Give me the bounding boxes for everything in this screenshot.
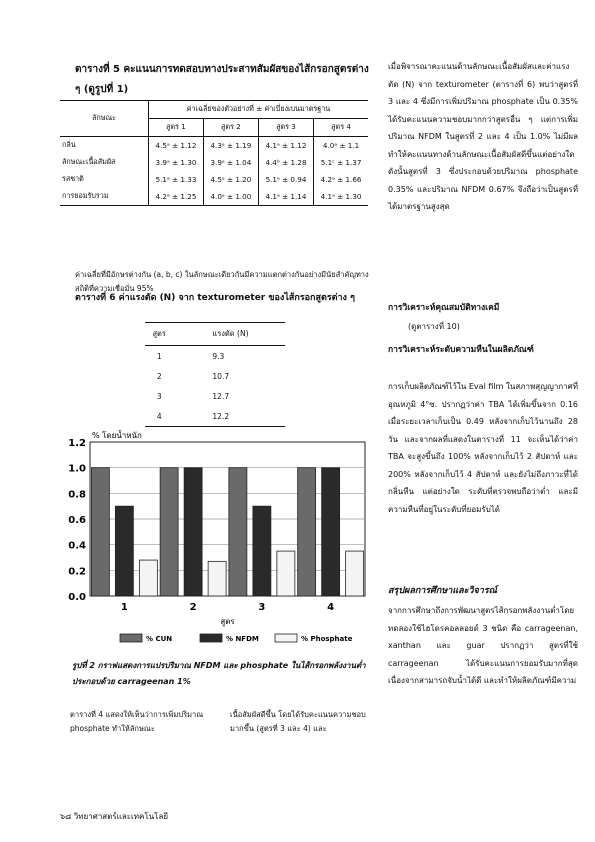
legend-swatch — [200, 634, 222, 642]
table5-row-attr: กลิ่น — [62, 140, 76, 149]
bar — [91, 468, 109, 596]
y-tick-label: 0.8 — [68, 489, 86, 501]
table5-cell: 4.1ᵃ ± 1.30 — [314, 188, 368, 206]
right-paragraph-1 — [388, 58, 578, 216]
section-subheading-chemical: (ดูตารางที่ 10) — [408, 322, 460, 331]
section-heading-chemical: การวิเคราะห์คุณสมบัติทางเคมี — [388, 303, 500, 313]
table5-cell: 4.4ᵇ ± 1.28 — [258, 154, 313, 171]
table-row — [145, 346, 285, 367]
y-tick-label: 0.2 — [68, 566, 86, 578]
y-tick-label: 1.2 — [68, 438, 86, 449]
table5-cell: 4.2ᵃ ± 1.66 — [314, 171, 368, 188]
bar — [253, 506, 271, 596]
right-paragraph-1-text: เมื่อพิจารณาคะแนนด้านลักษณะเนื้อสัมผัสและค่าแรงตัด (N) จาก texturometer (ตารางที่ 6) พบว่าสูตรที่ 3 และ 4 ซึ่งมีการเพิ่มปริมาณ phosphate เป็น 0.35% ได้รับคะแนนความชอบมากกว่าสูตรอื่น ๆ แต่การเพิ่มปริมาณ NFDM ในสูตรที่ 2 และ 4 เป็น 1.0% ไม่มีผลทำให้คะแนนทางด้านลักษณะเนื้อสัมผัสดีขึ้นแต่อย่างใด ดังนั้นสูตรที่ 3 ซึ่งประกอบด้วยปริมาณ phosphate 0.35% และปริมาณ NFDM 0.67% จึงถือว่าเป็นสูตรที่ได้มาตรฐานสูงสุด — [388, 62, 578, 211]
table-row — [60, 188, 368, 206]
bar — [346, 551, 364, 596]
table5 — [60, 100, 368, 206]
page-footer: ๖๘ วิทยาศาสตร์และเทคโนโลยี — [60, 812, 169, 821]
left-bottom-text-a: ตารางที่ 4 แสดงให้เห็นว่าการเพิ่มปริมาณ phosphate ทำให้ลักษณะ — [70, 710, 204, 733]
bar — [115, 506, 133, 596]
x-tick-label: 2 — [189, 602, 197, 613]
table5-header-attr: ลักษณะ — [60, 101, 149, 137]
table6-title: ตารางที่ 6 ค่าแรงตัด (N) จาก texturometer ของไส้กรอกสูตรต่าง ๆ — [75, 293, 355, 303]
bar — [229, 468, 247, 596]
right-paragraph-2-text: การเก็บผลิตภัณฑ์ไว้ใน Eval film ในสภาพสุญญากาศที่อุณหภูมิ 4°ซ. ปรากฏว่าค่า TBA ได้เพิ่มขึ้นจาก 0.16 เมื่อระยะเวลาเก็บเป็น 0.49 หลังจากเก็บไว้นานถึง 28 วัน และจากผลที่แสดงในตารางที่ 11 จะเห็นได้ว่าค่า TBA จะสูงขึ้นถึง 100% หลังจากเก็บไว้ 2 สัปดาห์ และ 200% หลังจากเก็บไว้ 4 สัปดาห์ และยังไม่ถึงภาวะที่ได้กลิ่นหืน แต่อย่างใด ระดับที่ตรวจพบถือว่าต่ำ และมีความหืนที่อยู่ในระดับที่ยอมรับได้ — [388, 382, 578, 514]
y-tick-label: 0.0 — [68, 592, 86, 603]
y-axis-label: % โดยน้ำหนัก — [92, 431, 142, 440]
table6-cell: 3 — [156, 391, 162, 401]
table-row — [60, 137, 368, 155]
right-paragraph-2 — [388, 378, 578, 518]
table5-cell: 3.9ᵃ ± 1.30 — [149, 154, 204, 171]
table5-cell: 4.1ᵃ ± 1.12 — [258, 137, 313, 155]
right-paragraph-3-text: จากการศึกษาถึงการพัฒนาสูตรไส้กรอกพลังงานต่ำโดยทดลองใช้ไฮโดรคอลลอยด์ 3 ชนิด คือ carrageenan, xanthan และ guar ปรากฏว่า สูตรที่ใช้ carrageenan ได้รับคะแนนการยอมรับมากที่สุดเนื่องจากสามารถจับน้ำได้ดี และทำให้ผลิตภัณฑ์มีความ — [388, 606, 578, 685]
table5-cell: 3.9ᵃ ± 1.04 — [203, 154, 258, 171]
bar — [298, 468, 316, 596]
table6-cell: 1 — [156, 351, 162, 361]
bar — [208, 561, 226, 596]
legend-swatch — [275, 634, 297, 642]
table6-header-force: แรงตัด (N) — [182, 323, 285, 346]
table5-cell: 5.1ᵃ ± 0.94 — [258, 171, 313, 188]
table5-row-attr: ลักษณะเนื้อสัมผัส — [62, 157, 116, 166]
table5-formula-4: สูตร 4 — [314, 119, 368, 137]
x-tick-label: 3 — [258, 602, 266, 613]
table5-note: ค่าเฉลี่ยที่มีอักษรต่างกัน (a, b, c) ในลักษณะเดียวกันมีความแตกต่างกันอย่างมีนัยสำคัญทางสถิติที่ความเชื่อมั่น 95% — [75, 270, 369, 293]
legend-label: % Phosphate — [301, 635, 353, 643]
table5-formula-3: สูตร 3 — [258, 119, 313, 137]
left-bottom-text-b: เนื้อสัมผัสดีขึ้น โดยได้รับคะแนนความชอบมากขึ้น (สูตรที่ 3 และ 4) และ — [230, 710, 366, 733]
table5-cell: 4.0ᵃ ± 1.00 — [203, 188, 258, 206]
table-row — [145, 386, 285, 406]
figure2-bar-chart — [60, 430, 375, 655]
table5-formula-2: สูตร 2 — [203, 119, 258, 137]
section-heading-summary: สรุปผลการศึกษาและวิจารณ์ — [388, 586, 498, 596]
right-paragraph-3 — [388, 602, 578, 690]
table5-cell: 4.0ᵃ ± 1.1 — [314, 137, 368, 155]
table5-cell: 4.2ᵃ ± 1.25 — [149, 188, 204, 206]
table6 — [145, 322, 285, 427]
bar — [184, 468, 202, 596]
table5-formula-1: สูตร 1 — [149, 119, 204, 137]
table5-cell: 4.1ᵃ ± 1.14 — [258, 188, 313, 206]
bar — [160, 468, 178, 596]
table6-cell: 12.2 — [182, 406, 285, 427]
legend-label: % NFDM — [226, 635, 259, 643]
table5-row-attr: รสชาติ — [62, 174, 84, 183]
table6-cell: 10.7 — [212, 371, 230, 381]
table5-cell: 4.5ᵃ ± 1.12 — [149, 137, 204, 155]
table6-cell: 2 — [156, 371, 162, 381]
table-row — [60, 171, 368, 188]
y-tick-label: 1.0 — [68, 463, 86, 475]
y-tick-label: 0.6 — [68, 515, 86, 526]
table6-cell: 9.3 — [212, 351, 225, 361]
table6-cell: 4 — [145, 406, 182, 427]
table5-cell: 5.1ᵃ ± 1.33 — [149, 171, 204, 188]
table-row — [60, 154, 368, 171]
bar — [139, 560, 157, 596]
x-axis-label: สูตร — [220, 617, 235, 626]
table-row — [145, 366, 285, 386]
bar — [322, 468, 340, 596]
figure2-caption: รูปที่ 2 กราฟแสดงการแปรปริมาณ NFDM และ phosphate ในไส้กรอกพลังงานต่ำประกอบด้วย carrageenan 1% — [72, 661, 366, 686]
x-tick-label: 4 — [327, 602, 335, 613]
y-tick-label: 0.4 — [68, 540, 86, 552]
table5-cell: 5.1ᶜ ± 1.37 — [314, 154, 368, 171]
table-row — [145, 406, 285, 427]
table5-header-mean: ค่าเฉลี่ยของตัวอย่างที่ ± ค่าเบี่ยงเบนมาตรฐาน — [149, 101, 369, 119]
x-tick-label: 1 — [120, 602, 128, 613]
table5-title: ตารางที่ 5 คะแนนการทดสอบทางประสาทสัมผัสของไส้กรอกสูตรต่าง ๆ (ดูรูปที่ 1) — [75, 64, 369, 95]
bar — [277, 551, 295, 596]
table6-cell: 12.7 — [212, 391, 230, 401]
legend-label: % CUN — [146, 635, 173, 643]
section-heading-rancidity: การวิเคราะห์ระดับความหืนในผลิตภัณฑ์ — [388, 345, 534, 355]
table5-row-attr: การยอมรับรวม — [60, 188, 149, 206]
table5-cell: 4.5ᵃ ± 1.20 — [203, 171, 258, 188]
table5-cell: 4.3ᵃ ± 1.19 — [203, 137, 258, 155]
table6-header-formula: สูตร — [145, 323, 182, 346]
legend-swatch — [120, 634, 142, 642]
